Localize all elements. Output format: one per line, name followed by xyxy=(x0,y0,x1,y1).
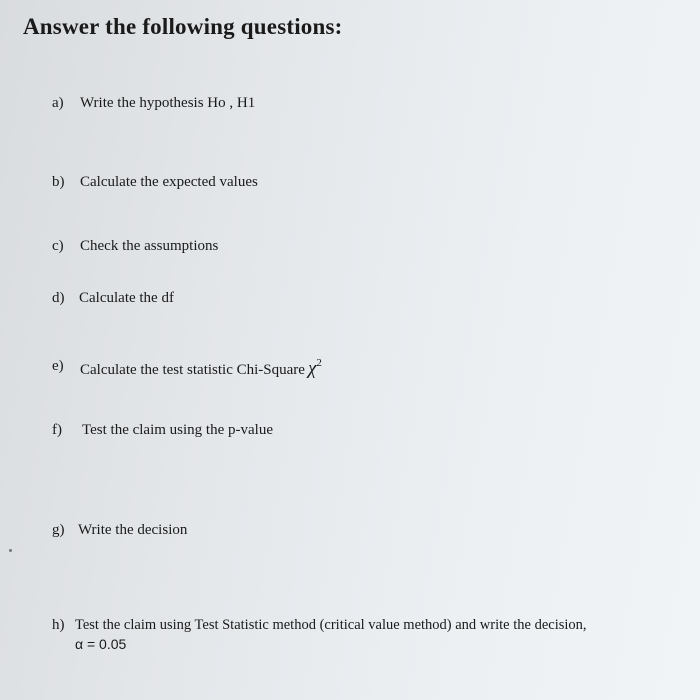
question-text: Test the claim using Test Statistic method (critical value method) and write the decision, xyxy=(75,617,587,633)
question-letter: b) xyxy=(52,174,65,190)
question-text: Check the assumptions xyxy=(80,238,219,254)
chi-symbol: χ xyxy=(307,358,317,379)
question-letter: a) xyxy=(52,95,64,111)
question-text: Test the claim using the p-value xyxy=(82,422,273,438)
question-text-label: Calculate the test statistic Chi-Square xyxy=(80,362,305,378)
question-text: Write the hypothesis Ho , H1 xyxy=(80,95,256,111)
question-text: Write the decision xyxy=(78,522,188,538)
question-text: Calculate the df xyxy=(79,290,174,306)
alpha-value: α = 0.05 xyxy=(75,636,127,652)
question-letter: d) xyxy=(52,290,65,306)
question-text: Calculate the expected values xyxy=(80,174,258,190)
chi-superscript: 2 xyxy=(316,357,322,369)
question-letter: h) xyxy=(52,617,65,633)
question-letter: f) xyxy=(52,422,62,438)
question-letter: g) xyxy=(52,522,65,538)
question-text xyxy=(80,358,322,380)
page-title: Answer the following questions: xyxy=(23,14,343,39)
stray-mark xyxy=(9,549,12,552)
question-letter: c) xyxy=(52,238,64,254)
question-letter: e) xyxy=(52,358,64,374)
